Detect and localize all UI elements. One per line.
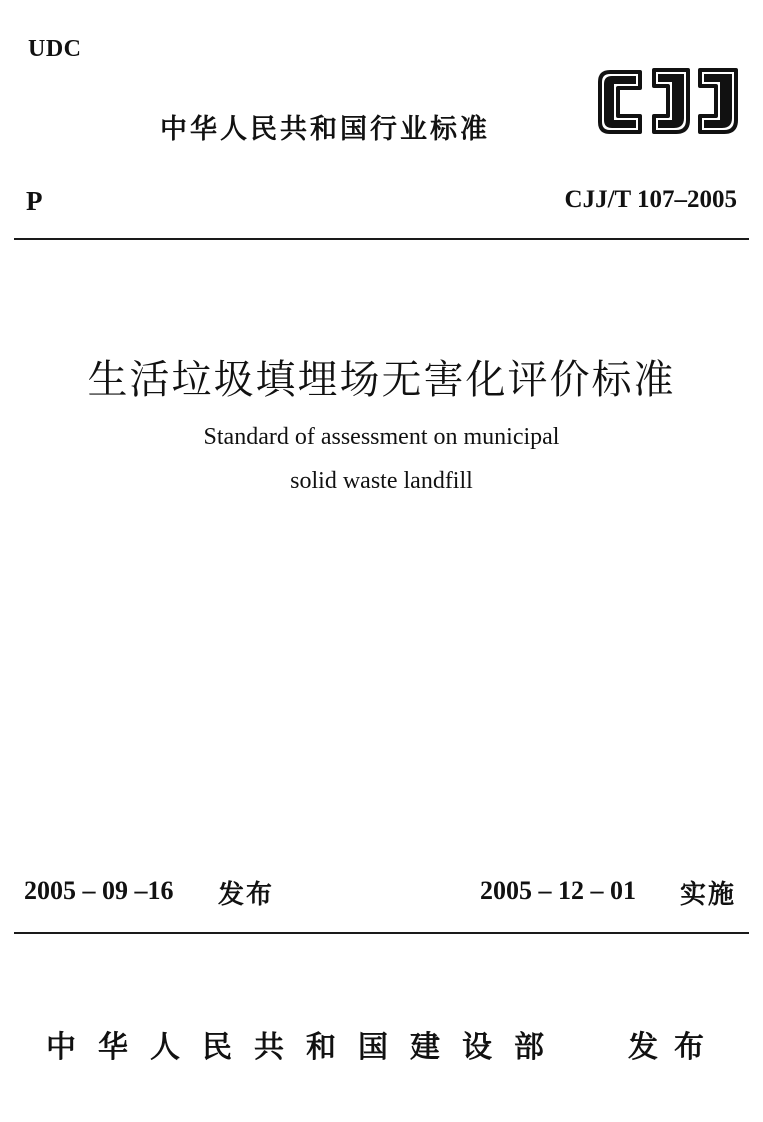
header-divider (14, 238, 749, 240)
implementation-date: 2005 – 12 – 01 (480, 876, 636, 905)
cjj-logo (596, 64, 742, 140)
industry-standard-heading: 中华人民共和国行业标准 (160, 114, 490, 145)
issue-label: 发布 (218, 880, 275, 910)
title-english-line-2: solid waste landfill (290, 468, 473, 494)
standard-code: CJJ/T 107–2005 (564, 186, 737, 213)
footer-divider (14, 932, 749, 934)
classification-letter: P (26, 186, 43, 216)
title-english-line-1: Standard of assessment on municipal (203, 424, 560, 450)
publish-label: 发布 (628, 1030, 720, 1065)
issuing-ministry: 中华人民共和国建设部 (46, 1030, 566, 1065)
implementation-label: 实施 (680, 880, 737, 910)
issue-date: 2005 – 09 –16 (24, 876, 174, 905)
udc-label: UDC (28, 36, 82, 62)
title-chinese: 生活垃圾填埋场无害化评价标准 (87, 357, 676, 403)
